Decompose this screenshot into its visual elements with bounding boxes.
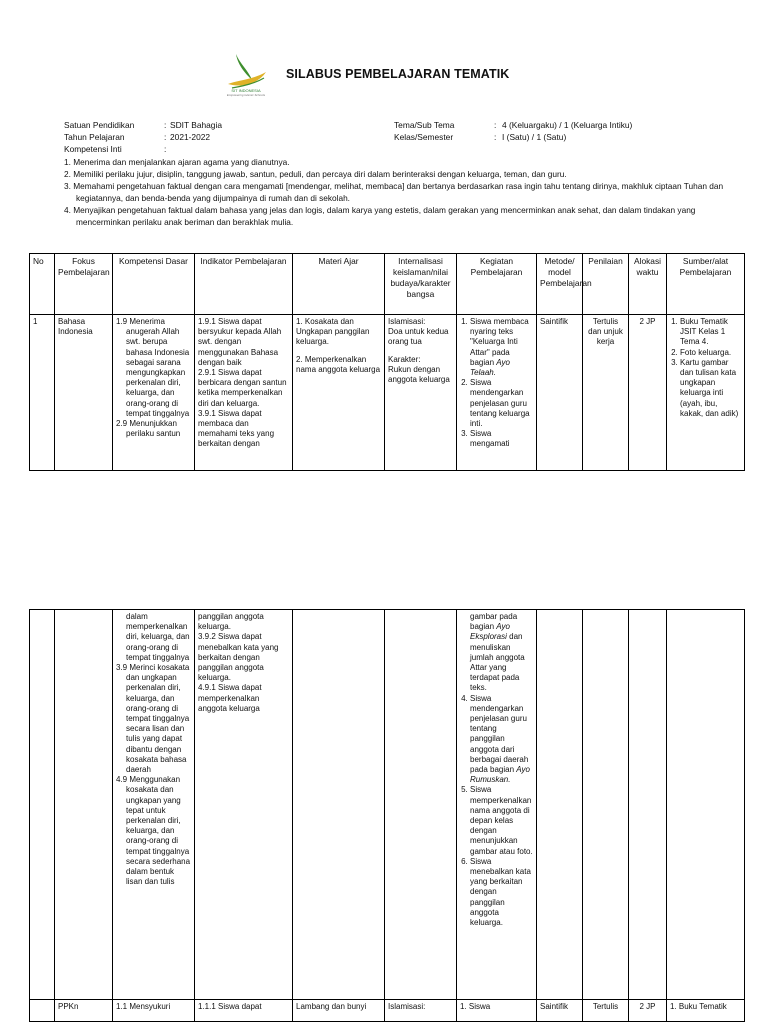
header-internalisasi: Internalisasi keislaman/nilai budaya/karakter bangsa <box>385 254 457 315</box>
ki-item-1: 1. Menerima dan menjalankan ajaran agama yang dianutnya. <box>64 157 290 167</box>
header-sumber: Sumber/alat Pembelajaran <box>667 254 745 315</box>
sumber-item: 1. Buku Tematik JSIT Kelas 1 Tema 4. <box>680 317 741 348</box>
materi-item: 2. Memperkenalkan nama anggota keluarga <box>296 354 381 374</box>
row-alokasi: 2 JP <box>629 315 667 471</box>
header-penilaian: Penilaian <box>583 254 629 315</box>
header-no: No <box>30 254 55 315</box>
table-row <box>30 1000 745 1022</box>
row-number: 1 <box>30 315 55 471</box>
kegiatan-item: 6. Siswa menebalkan kata yang berkaitan dengan panggilan anggota keluarga. <box>470 857 533 928</box>
ki-item-2: 2. Memiliki perilaku jujur, disiplin, tanggung jawab, santun, peduli, dan percaya diri dalam berinteraksi dengan keluarga, teman, dan guru. <box>64 169 567 179</box>
row-materi: Lambang dan bunyi <box>293 1000 385 1022</box>
kd-item: 2.9 Menunjukkan perilaku santun <box>116 419 181 439</box>
row-alokasi <box>629 610 667 1000</box>
row-metode: Saintifik <box>537 1000 583 1022</box>
indikator-item: 3.9.2 Siswa dapat menebalkan kata yang berkaitan dengan panggilan anggota keluarga. <box>198 632 279 683</box>
sumber-item: 3. Kartu gambar dan tulisan kata ungkapan keluarga inti (ayah, ibu, kakak, dan adik) <box>680 358 741 419</box>
row-fokus <box>55 610 113 1000</box>
silabus-table-page-2 <box>29 609 745 1022</box>
row-sumber <box>667 610 745 1000</box>
silabus-table-page-1 <box>29 253 745 471</box>
row-indikator <box>195 610 293 1000</box>
page-gap <box>0 505 768 605</box>
row-fokus: Bahasa Indonesia <box>55 315 113 471</box>
kd-item: 3.9 Merinci kosakata dan ungkapan perkenalan diri, keluarga, dan orang-orang di tempat tinggalnya secara lisan dan tulis yang dapat dibantu dengan kosakata bahasa daerah <box>116 663 190 775</box>
kegiatan-item: 5. Siswa memperkenalkan nama anggota di depan kelas dengan menunjukkan gambar atau foto. <box>470 785 533 856</box>
meta-right <box>394 120 734 144</box>
header-kegiatan: Kegiatan Pembelajaran <box>457 254 537 315</box>
indikator-item: 2.9.1 Siswa dapat berbicara dengan santun ketika memperkenalkan diri dan keluarga. <box>198 368 287 408</box>
ki-item-4: 4. Menyajikan pengetahuan faktual dalam bahasa yang jelas dan logis, dalam karya yang estetis, dalam gerakan yang mencerminkan anak sehat, dan dalam tindakan yang mencerminkan perilaku anak beriman dan berakhlak mulia. <box>64 205 696 227</box>
kelas-label: Kelas/Semester <box>394 132 454 142</box>
row-materi <box>293 315 385 471</box>
row-sumber: 1. Buku Tematik <box>667 1000 745 1022</box>
row-indikator: 1.1.1 Siswa dapat <box>195 1000 293 1022</box>
indikator-item: 1.9.1 Siswa dapat bersyukur kepada Allah swt. dengan menggunakan Bahasa dengan baik <box>198 317 282 367</box>
kegiatan-item: 1. Siswa membaca nyaring teks "Keluarga Inti Attar" pada bagian Ayo Telaah. <box>470 317 533 378</box>
row-metode <box>537 610 583 1000</box>
kegiatan-item-cont: gambar pada bagian Ayo Eksplorasi dan menuliskan jumlah anggota Attar yang terdapat pada teks. <box>470 612 525 693</box>
header-indikator: Indikator Pembelajaran <box>195 254 293 315</box>
kegiatan-list <box>460 694 533 929</box>
row-sumber <box>667 315 745 471</box>
sumber-item: 2. Foto keluarga. <box>680 348 741 358</box>
row-number <box>30 610 55 1000</box>
indikator-item-cont: panggilan anggota keluarga. <box>198 612 264 632</box>
indikator-item: 4.9.1 Siswa dapat memperkenalkan anggota keluarga <box>198 683 262 713</box>
tema-label: Tema/Sub Tema <box>394 120 455 130</box>
logo-tagline: Empowering Islamic Schools <box>226 93 266 97</box>
header-kd: Kompetensi Dasar <box>113 254 195 315</box>
satuan-sep: : <box>164 120 167 130</box>
sumber-list <box>670 317 741 419</box>
ki-label: Kompetensi Inti <box>64 144 122 154</box>
kd-item: 1.9 Menerima anugerah Allah swt. berupa bahasa Indonesia sebagai sarana mengungkapkan perkenalan diri, keluarga, dan orang-orang di tempat tinggalnya <box>116 317 190 418</box>
row-metode: Saintifik <box>537 315 583 471</box>
row-indikator <box>195 315 293 471</box>
table-row <box>30 610 745 1000</box>
kd-item: 4.9 Menggunakan kosakata dan ungkapan yang tepat untuk perkenalan diri, keluarga, dan orang-orang di tempat tinggalnya secara sederhana dalam bentuk lisan dan tulis <box>116 775 191 887</box>
tema-sep: : <box>494 120 497 130</box>
kelas-sep: : <box>494 132 497 142</box>
row-kegiatan <box>457 315 537 471</box>
meta-left <box>64 120 394 156</box>
row-internalisasi: Islamisasi: <box>385 1000 457 1022</box>
satuan-value: SDIT Bahagia <box>170 120 222 130</box>
karakter-label: Karakter: <box>388 354 421 364</box>
row-number <box>30 1000 55 1022</box>
tahun-label: Tahun Pelajaran <box>64 132 125 142</box>
materi-item: 1. Kosakata dan Ungkapan panggilan keluarga. <box>296 317 370 347</box>
islamisasi-label: Islamisasi: <box>388 317 426 326</box>
row-internalisasi <box>385 610 457 1000</box>
satuan-label: Satuan Pendidikan <box>64 120 135 130</box>
row-kd <box>113 610 195 1000</box>
kompetensi-inti-list <box>64 156 734 228</box>
kegiatan-item: 2. Siswa mendengarkan penjelasan guru tentang keluarga inti. <box>470 378 533 429</box>
row-kd: 1.1 Mensyukuri <box>113 1000 195 1022</box>
row-kd <box>113 315 195 471</box>
table-row <box>30 315 745 471</box>
row-alokasi: 2 JP <box>629 1000 667 1022</box>
table-header-row <box>30 254 745 315</box>
page-1 <box>0 0 768 505</box>
row-internalisasi <box>385 315 457 471</box>
islamisasi-value: Doa untuk kedua orang tua <box>388 327 449 347</box>
ki-sep: : <box>164 144 167 154</box>
tahun-value: 2021-2022 <box>170 132 211 142</box>
header-materi: Materi Ajar <box>293 254 385 315</box>
header-alokasi: Alokasi waktu <box>629 254 667 315</box>
indikator-item: 3.9.1 Siswa dapat membaca dan memahami teks yang berkaitan dengan <box>198 408 275 449</box>
karakter-value: Rukun dengan anggota keluarga <box>388 364 450 385</box>
row-penilaian: Tertulis <box>583 1000 629 1022</box>
kd-item-cont: dalam memperkenalkan diri, keluarga, dan orang-orang di tempat tinggalnya <box>126 612 190 662</box>
logo-text: SIT INDONESIA <box>231 88 261 93</box>
header-fokus: Fokus Pembelajaran <box>55 254 113 315</box>
document-title: SILABUS PEMBELAJARAN TEMATIK <box>286 67 510 81</box>
row-kegiatan: 1. Siswa <box>457 1000 537 1022</box>
header-metode: Metode/ model Pembelajaran <box>537 254 583 315</box>
ki-item-3: 3. Memahami pengetahuan faktual dengan cara mengamati [mendengar, melihat, membaca] dan bertanya berdasarkan rasa ingin tahu tentang dirinya, makhluk ciptaan Tuhan dan kegiatannya, dan benda-benda yang dijumpainya di rumah dan di sekolah. <box>64 181 724 203</box>
kelas-value: I (Satu) / 1 (Satu) <box>502 132 567 142</box>
row-materi <box>293 610 385 1000</box>
page-2 <box>0 605 768 1024</box>
kegiatan-item: 4. Siswa mendengarkan penjelasan guru tentang panggilan anggota dari berbagai daerah pada bagian Ayo Rumuskan. <box>470 694 533 786</box>
row-penilaian: Tertulis dan unjuk kerja <box>583 315 629 471</box>
tahun-sep: : <box>164 132 167 142</box>
kegiatan-list <box>460 317 533 450</box>
tema-value: 4 (Keluargaku) / 1 (Keluarga Intiku) <box>502 120 633 130</box>
row-kegiatan <box>457 610 537 1000</box>
row-penilaian <box>583 610 629 1000</box>
kegiatan-item: 3. Siswa mengamati <box>470 429 533 449</box>
row-fokus: PPKn <box>55 1000 113 1022</box>
